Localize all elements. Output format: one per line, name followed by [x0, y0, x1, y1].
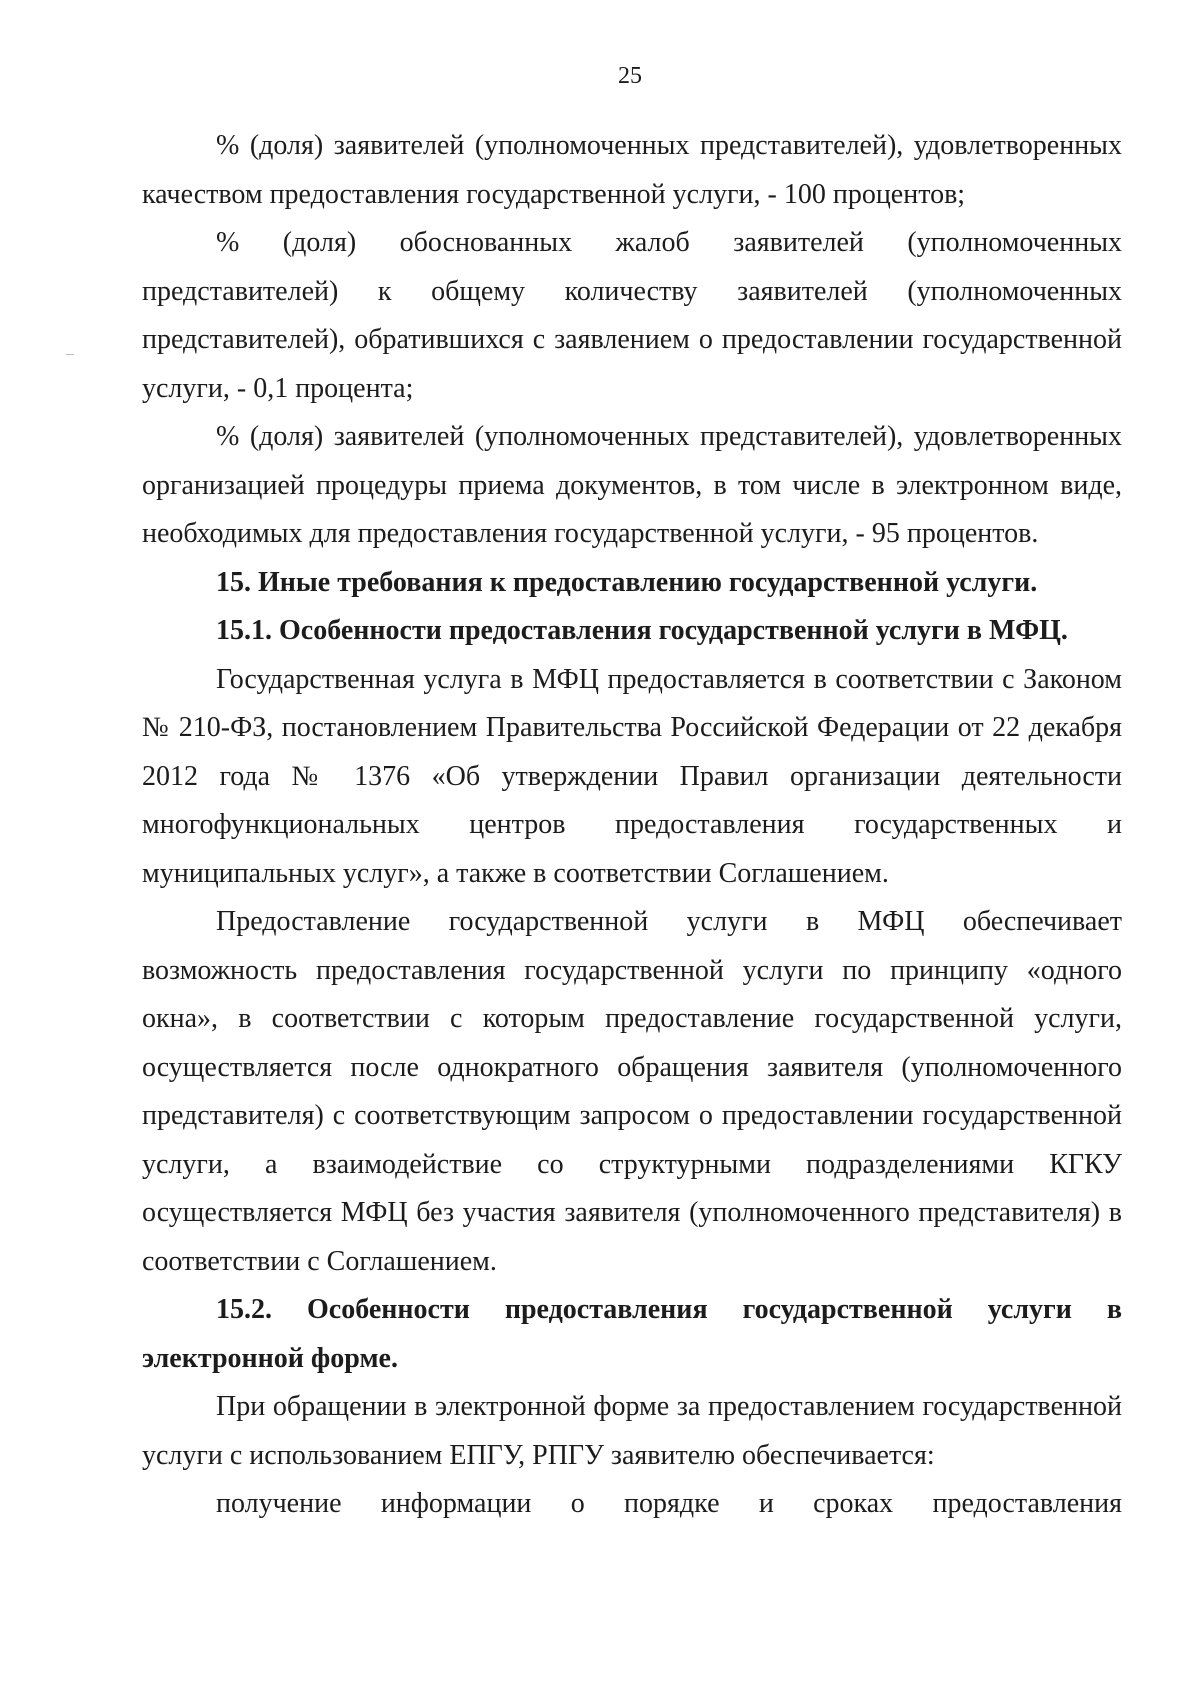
- paragraph-satisfaction-documents: % (доля) заявителей (уполномоченных представителей), удовлетворенных организацией процедуры приема документов, в том числе в электронном виде, необходимых для предоставления государственной услуги, - 95 процентов.: [142, 421, 1122, 549]
- section-heading-15: 15. Иные требования к предоставлению государственной услуги.: [216, 566, 1038, 598]
- paragraph-mfc-legal-basis: Государственная услуга в МФЦ предоставляется в соответствии с Законом № 210-ФЗ, постановлением Правительства Российской Федерации от 22 декабря 2012 года № 1376 «Об утверждении Правил организации деятельности многофункциональных центров предоставления государственных и муниципальных услуг», а также в соответствии Соглашением.: [142, 663, 1122, 889]
- paragraph-satisfaction-quality: % (доля) заявителей (уполномоченных представителей), удовлетворенных качеством предоставления государственной услуги, - 100 процентов;: [142, 130, 1122, 210]
- paragraph-one-window: Предоставление государственной услуги в МФЦ обеспечивает возможность предоставления государственной услуги по принципу «одного окна», в соответствии с которым предоставление государственной услуги, осуществляется после однократного обращения заявителя (уполномоченного представителя) с соответствующим запросом о предоставлении государственной услуги, а взаимодействие со структурными подразделениями КГКУ осуществляется МФЦ без участия заявителя (уполномоченного представителя) в соответствии с Соглашением.: [142, 906, 1122, 1277]
- page-number: 25: [618, 63, 642, 89]
- section-heading-15-2: 15.2. Особенности предоставления государственной услуги в электронной форме.: [142, 1294, 1122, 1374]
- section-heading-15-1: 15.1. Особенности предоставления государственной услуги в МФЦ.: [216, 615, 1068, 646]
- paragraph-complaints: % (доля) обоснованных жалоб заявителей (уполномоченных представителей) к общему количеству заявителей (уполномоченных представителей), обратившихся с заявлением о предоставлении государственной услуги, - 0,1 процента;: [142, 227, 1122, 404]
- paragraph-electronic-access: При обращении в электронной форме за предоставлением государственной услуги с использованием ЕПГУ, РПГУ заявителю обеспечивается:: [142, 1391, 1122, 1471]
- margin-mark: [66, 354, 74, 355]
- paragraph-info-procedure: получение информации о порядке и сроках предоставления: [216, 1488, 1122, 1519]
- document-body: [142, 122, 1122, 1529]
